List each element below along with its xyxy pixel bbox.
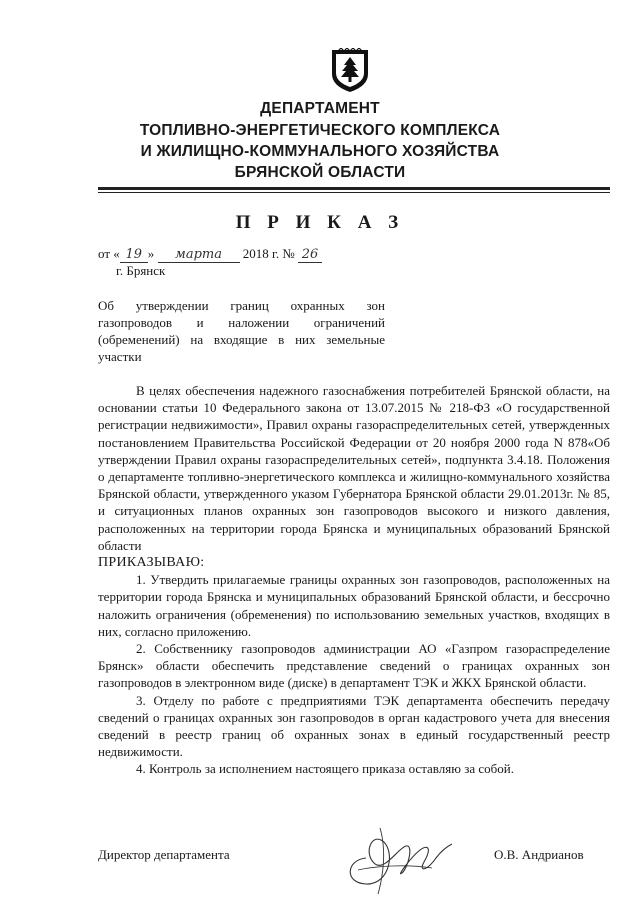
department-header-line-2: ТОПЛИВНО-ЭНЕРГЕТИЧЕСКОГО КОМПЛЕКСА <box>139 122 501 139</box>
date-line <box>98 246 322 263</box>
order-item-2: 2. Собственнику газопроводов администрации АО «Газпром газораспределение Брянск» области обеспечить представление сведений о границах охранных зон газопроводов в электронном виде (диске) в департамент ТЭК и ЖКХ Брянской области. <box>98 641 610 691</box>
header-rule-thin <box>98 192 610 193</box>
order-item-4: 4. Контроль за исполнением настоящего приказа оставляю за собой. <box>136 761 514 777</box>
order-word: ПРИКАЗЫВАЮ: <box>98 555 205 571</box>
signatory-name: О.В. Андрианов <box>494 847 584 862</box>
order-body <box>98 382 610 778</box>
handwritten-signature <box>336 818 454 898</box>
preamble: В целях обеспечения надежного газоснабжения потребителей Брянской области, на основании статьи 10 Федерального закона от 13.07.2015 № 218-ФЗ «О государственной регистрации недвижимости», Правил охраны газораспределительных сетей, утвержденных постановлением Правительства Российской Федерации от 20 ноября 2000 года N 878«Об утверждении Правил охраны газораспределительных сетей», подпункта 3.4.18. Положения о департаменте топливно-энергетического комплекса и жилищно-коммунального хозяйства Брянской области, утвержденного указом Губернатора Брянской области 29.01.2013г. № 85, и ситуационных планов охранных зон газопроводов высокого и низкого давления, расположенных на территории города Брянска и муниципальных образований Брянской области <box>98 383 610 553</box>
order-item-3: 3. Отделу по работе с предприятиями ТЭК департамента обеспечить передачу сведений о границах охранных зон газопроводов в орган кадастрового учета для внесения сведений в реестр границ об охранных зонах в единый государственный реестр недвижимости. <box>98 692 610 760</box>
date-day: 19 <box>120 247 148 263</box>
order-item-1: 1. Утвердить прилагаемые границы охранных зон газопроводов, расположенных на территории города Брянска и муниципальных образований Брянской области, и бессрочно наложить ограничения (обременения) по использованию земельных участков, входящих в них, согласно приложению. <box>98 572 610 639</box>
header-rule-thick <box>98 187 610 190</box>
department-header-line-3: И ЖИЛИЩНО-КОММУНАЛЬНОГО ХОЗЯЙСТВА <box>140 143 500 160</box>
date-month: марта <box>158 247 240 263</box>
order-subject: Об утверждении границ охранных зон газопроводов и наложении ограничений (обременений) на входящие в них земельные участки <box>98 298 385 364</box>
date-year: 2018 г. <box>242 246 280 261</box>
city: г. Брянск <box>116 263 166 278</box>
date-prefix: от « <box>98 246 120 261</box>
signatory-title: Директор департамента <box>98 847 230 862</box>
number-label: № <box>282 246 295 261</box>
order-number: 26 <box>298 247 322 263</box>
department-header-line-4: БРЯНСКОЙ ОБЛАСТИ <box>234 164 406 181</box>
department-header-line-1: ДЕПАРТАМЕНТ <box>260 100 380 117</box>
date-mid: » <box>147 246 155 261</box>
document-title: П Р И К А З <box>235 212 405 233</box>
coat-of-arms-emblem <box>329 48 371 94</box>
